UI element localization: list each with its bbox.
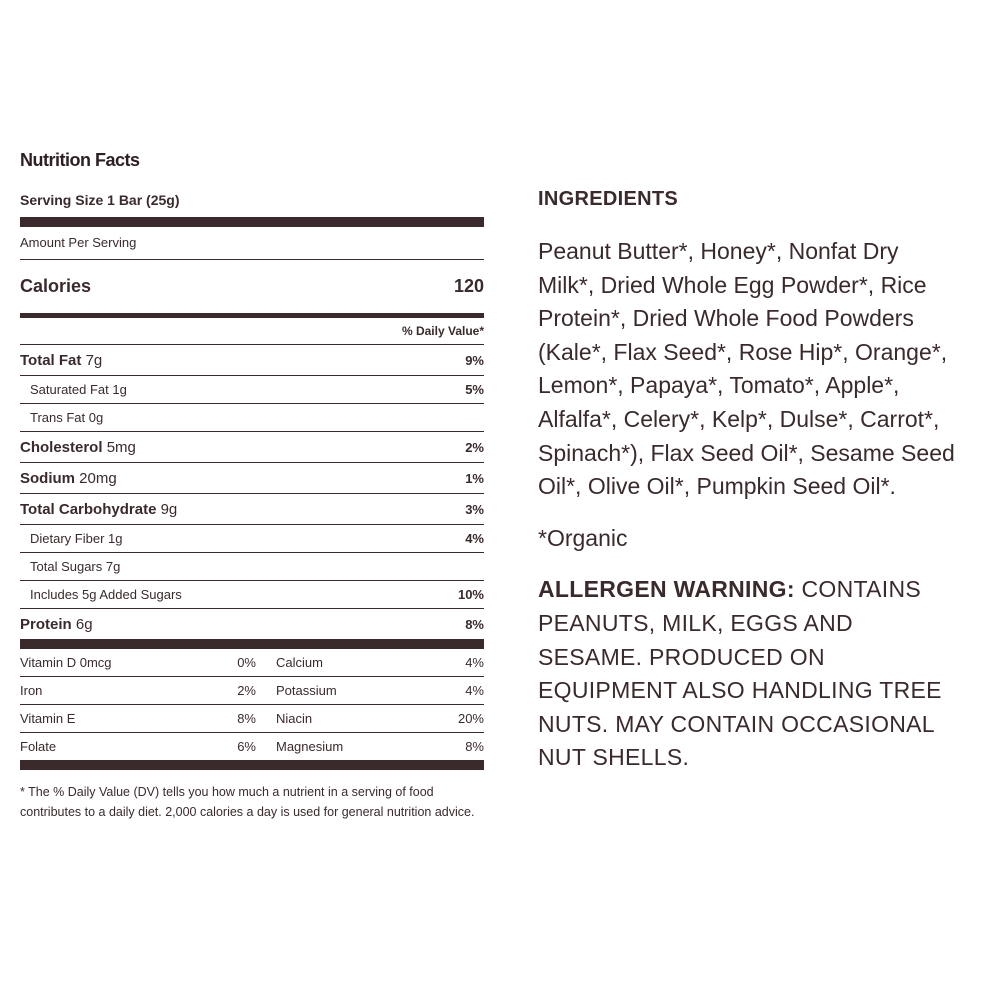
nutrient-label: Protein [20,615,72,633]
mineral-name: Potassium [276,683,337,698]
mineral-dv: 20% [457,711,484,726]
vitamin-dv: 0% [237,655,256,670]
nutrient-row-total-sugars [20,553,484,581]
vitamin-row [20,705,484,733]
allergen-text: CONTAINS PEANUTS, MILK, EGGS AND SESAME. PRODUCED ON EQUIPMENT ALSO HANDLING TREE NUTS. MAY CONTAIN OCCASIONAL NUT SHELLS. [538,576,942,771]
calories-value: 120 [453,276,484,296]
amount-per-serving: Amount Per Serving [20,227,484,260]
nutrient-row-cholesterol [20,432,484,463]
nutrient-row-dietary-fiber [20,525,484,553]
nutrient-label: Trans Fat 0g [30,410,104,425]
daily-value-footnote: * The % Daily Value (DV) tells you how much a nutrient in a serving of food contributes to a daily diet. 2,000 calories a day is used for general nutrition advice. [20,785,475,819]
nutrient-dv: 10% [457,587,484,602]
nutrient-label: Dietary Fiber 1g [30,531,123,546]
vitamin-row [20,677,484,705]
nutrient-row-saturated-fat [20,376,484,404]
nutrient-row-total-fat [20,345,484,376]
thick-divider [20,639,484,649]
vitamin-row [20,733,484,760]
nutrient-row-protein [20,609,484,639]
nutrient-dv: 1% [465,470,484,486]
mineral-dv: 8% [465,739,484,754]
nutrient-label: Total Carbohydrate [20,500,157,518]
nutrient-dv: 9% [465,352,484,368]
vitamin-dv: 6% [237,739,256,754]
nutrient-label: Cholesterol [20,438,103,456]
nutrient-label: Total Fat [20,351,82,369]
nutrient-row-trans-fat [20,404,484,432]
mineral-dv: 4% [465,683,484,698]
vitamin-name: Vitamin D 0mcg [20,655,112,670]
nutrient-label: Saturated Fat 1g [30,382,127,397]
nutrient-dv: 4% [465,531,484,546]
nutrient-dv: 8% [465,616,484,632]
nutrient-amount: 20mg [79,469,117,487]
thick-divider [20,760,484,770]
nutrient-dv: 2% [465,439,484,455]
daily-value-header: % Daily Value* [20,318,484,345]
calories-label: Calories [20,276,92,296]
nutrient-amount: 6g [75,615,93,633]
mineral-dv: 4% [465,655,484,670]
organic-note: *Organic [538,524,628,551]
vitamin-dv: 8% [237,711,256,726]
nutrient-row-sodium [20,463,484,494]
nutrient-label: Sodium [20,469,75,487]
ingredients-title: INGREDIENTS [538,188,678,210]
nutrient-row-total-carbohydrate [20,494,484,525]
vitamin-name: Folate [20,739,57,754]
allergen-label: ALLERGEN WARNING: [538,576,795,603]
nutrient-amount: 9g [160,500,178,518]
nutrition-facts-panel [20,148,484,822]
thick-divider [20,217,484,227]
vitamin-name: Iron [20,683,43,698]
vitamin-row [20,649,484,677]
ingredients-panel [538,183,958,775]
calories-row [20,260,484,313]
nutrient-label: Includes 5g Added Sugars [30,587,182,602]
nutrient-amount: 5mg [106,438,136,456]
ingredients-list: Peanut Butter*, Honey*, Nonfat Dry Milk*, Dried Whole Egg Powder*, Rice Protein*, Dried Whole Food Powders (Kale*, Flax Seed*, Rose Hip*, Orange*, Lemon*, Papaya*, Tomato*, Apple*, Alfalfa*, Celery*, Kelp*, Dulse*, Carrot*, Spinach*), Flax Seed Oil*, Sesame Seed Oil*, Olive Oil*, Pumpkin Seed Oil*. [538,238,955,500]
nutrient-label: Total Sugars 7g [30,559,121,574]
nutrition-facts-title: Nutrition Facts [20,150,140,170]
nutrient-amount: 7g [85,351,103,369]
vitamin-name: Vitamin E [20,711,76,726]
nutrient-dv: 5% [465,382,484,397]
mineral-name: Calcium [276,655,323,670]
nutrient-dv: 3% [465,501,484,517]
vitamin-dv: 2% [237,683,256,698]
allergen-warning [538,573,958,775]
mineral-name: Magnesium [276,739,344,754]
nutrient-row-added-sugars [20,581,484,609]
serving-size: Serving Size 1 Bar (25g) [20,192,180,208]
mineral-name: Niacin [276,711,313,726]
